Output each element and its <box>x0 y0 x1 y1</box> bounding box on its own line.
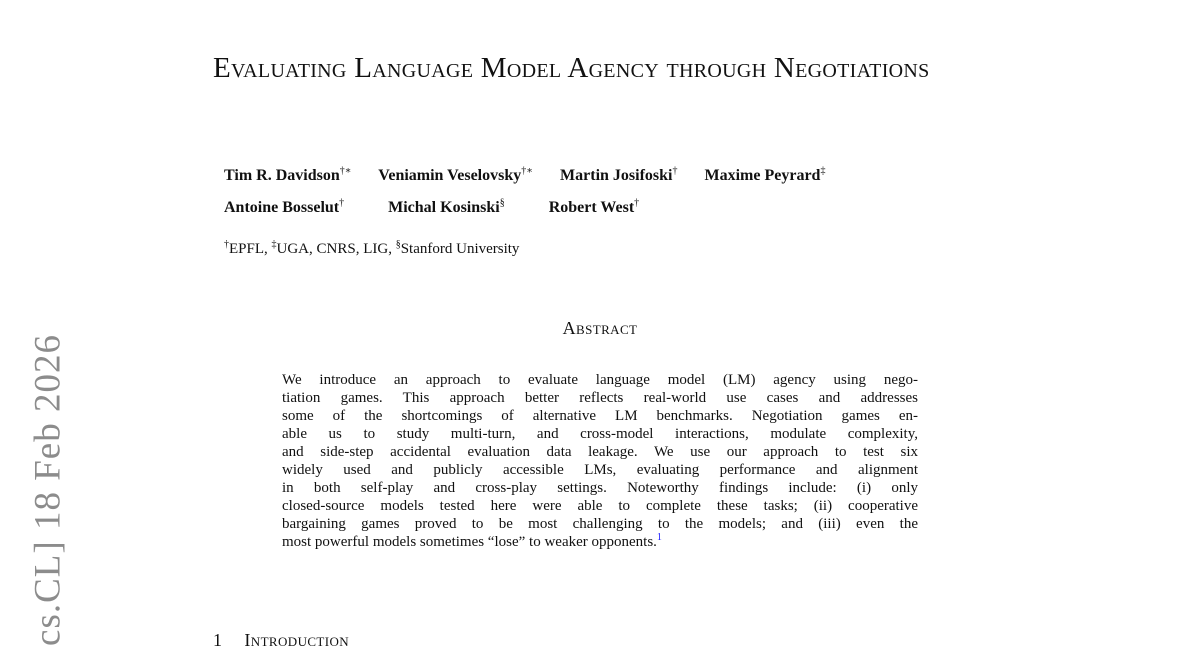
author: Maxime Peyrard‡ <box>704 165 826 184</box>
abstract-line: bargaining games proved to be most challenging to the models; and (iii) even the <box>282 516 918 532</box>
section-number: 1 <box>213 630 223 648</box>
author: Veniamin Veselovsky†∗ <box>378 165 534 184</box>
abstract-heading: Abstract <box>562 318 638 338</box>
author-list <box>224 160 1124 224</box>
abstract-line: tiation games. This approach better reflects real-world use cases and addresses <box>282 390 918 406</box>
author-row-1 <box>224 160 1124 192</box>
footnote-link[interactable]: 1 <box>656 532 662 543</box>
section-title: Introduction <box>244 630 350 648</box>
author-row-2 <box>224 192 1124 224</box>
affiliations: †EPFL, ‡UGA, CNRS, LIG, §Stanford University <box>224 239 520 257</box>
abstract-line: We introduce an approach to evaluate language model (LM) agency using nego- <box>282 372 918 388</box>
abstract-line: and side-step accidental evaluation data leakage. We use our approach to test six <box>282 444 918 460</box>
arxiv-sidebar-stamp: cs.CL] 18 Feb 2026 <box>27 334 69 646</box>
abstract-line: closed-source models tested here were able to complete these tasks; (ii) cooperative <box>282 498 918 514</box>
abstract-line-last: most powerful models sometimes “lose” to weaker opponents.$^1$ <box>282 532 662 550</box>
author: Robert West† <box>548 197 640 216</box>
abstract-line: some of the shortcomings of alternative LM benchmarks. Negotiation games en- <box>282 408 918 424</box>
author: Antoine Bosselut† <box>224 197 345 216</box>
abstract-line: widely used and publicly accessible LMs, evaluating performance and alignment <box>282 462 918 478</box>
author: Martin Josifoski† <box>560 165 678 184</box>
author: Michal Kosinski§ <box>388 197 505 216</box>
author: Tim R. Davidson†∗ <box>224 165 352 184</box>
section-heading-introduction <box>213 630 349 648</box>
abstract-line: in both self-play and cross-play settings. Noteworthy findings include: (i) only <box>282 480 918 496</box>
abstract-line: able us to study multi-turn, and cross-model interactions, modulate complexity, <box>282 426 918 442</box>
abstract-body <box>282 371 918 551</box>
paper-title: Evaluating Language Model Agency through Negotiations <box>213 52 930 84</box>
